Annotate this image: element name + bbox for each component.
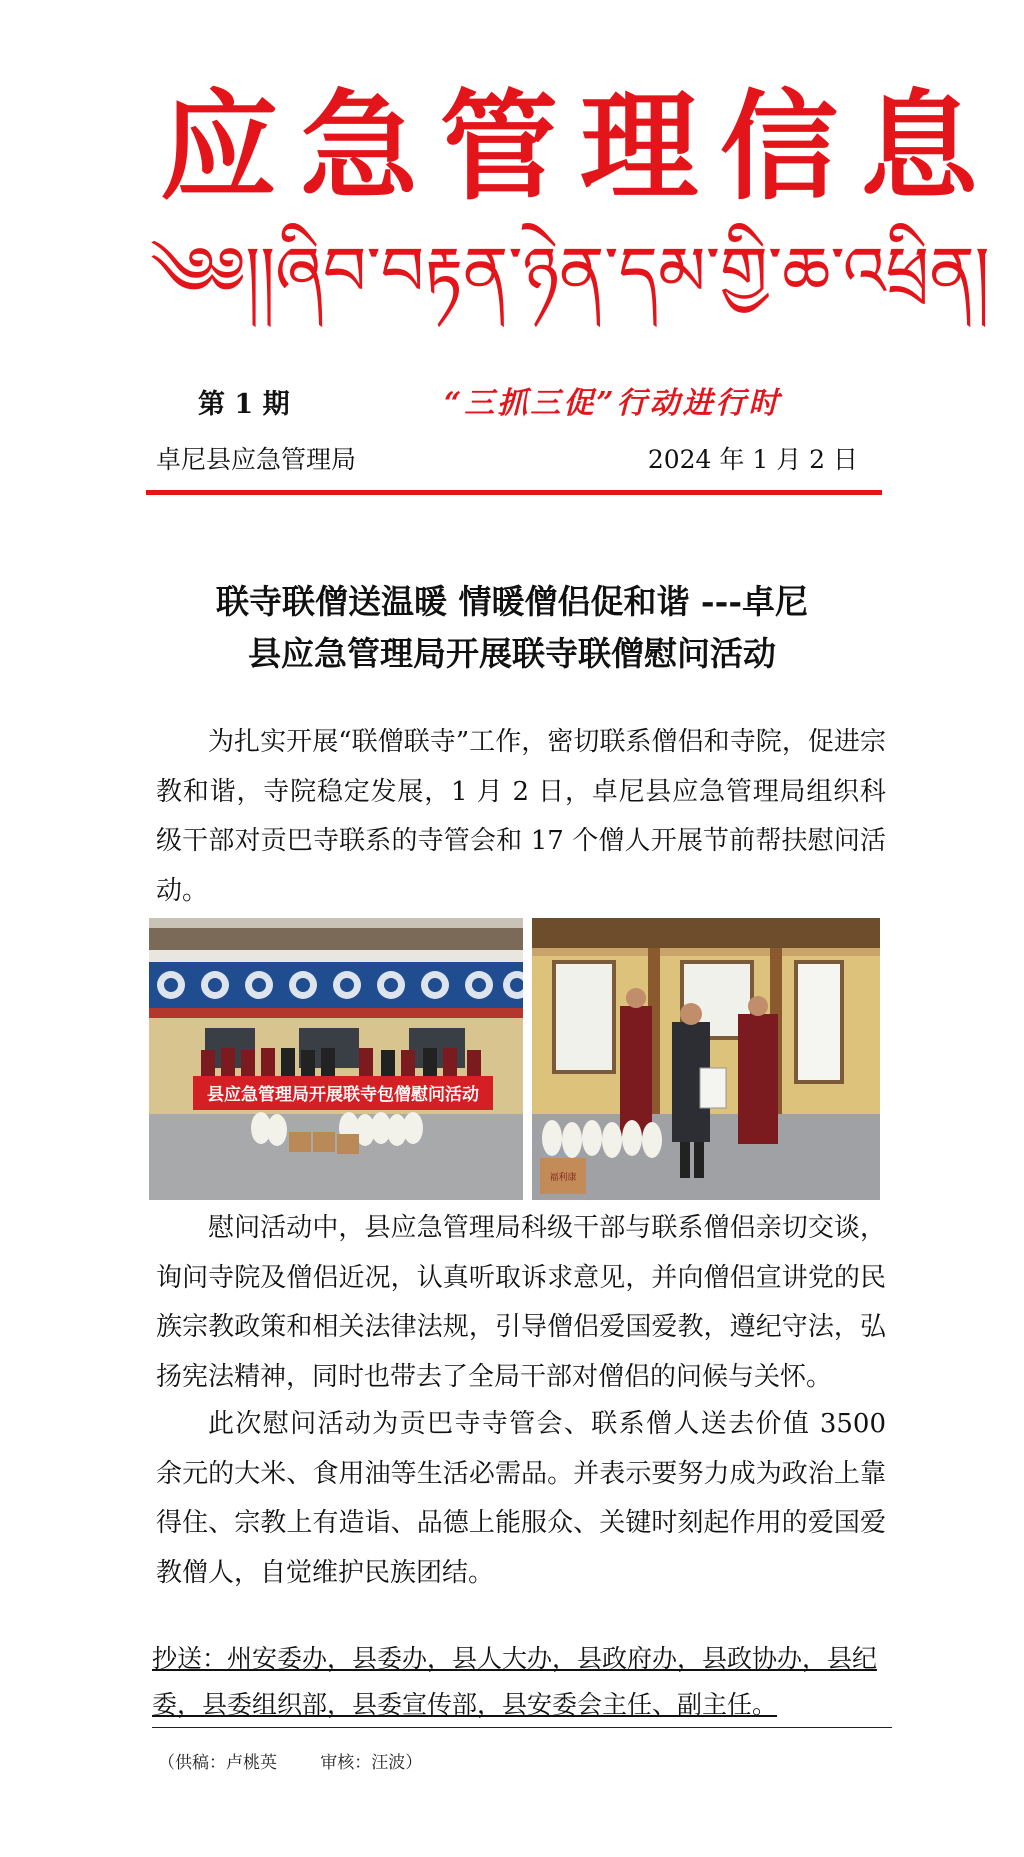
header-divider (146, 490, 882, 495)
credits: （供稿：卢桃英 审核：汪波） (158, 1753, 423, 1773)
issue-date: 2024 年 1 月 2 日 (647, 445, 858, 474)
campaign-slogan: “三抓三促”行动进行时 (444, 386, 782, 421)
article-paragraph-1: 为扎实开展“联僧联寺”工作，密切联系僧侣和寺院，促进宗教和谐，寺院稳定发展，1 月 2 日，卓尼县应急管理局组织科级干部对贡巴寺联系的寺管会和 17 个僧人开展节前帮扶慰问活动。 (156, 727, 886, 906)
distribution-list (152, 1636, 892, 1728)
distribution-text: 抄送：州安委办，县委办，县人大办，县政府办，县政协办，县纪委，县委组织部，县委宣传部，县安委会主任、副主任。 (152, 1644, 878, 1719)
masthead-title: 应急管理信息 (160, 77, 1001, 216)
box-label: 福利康 (549, 1173, 577, 1183)
article-headline (150, 576, 874, 680)
masthead-title-tibetan: ༄༅།།ཞིབ་བརྟན་ཉེན་དམ་གྱི་ཆ་འཕྲིན། (150, 233, 990, 312)
photo-banner-text: 县应急管理局开展联寺包僧慰问活动 (207, 1085, 479, 1105)
photo-group-banner (149, 918, 523, 1200)
article-paragraph-3: 此次慰问活动为贡巴寺寺管会、联系僧人送去价值 3500 余元的大米、食用油等生活必需品。并表示要努力成为政治上靠得住、宗教上有造诣、品德上能服众、关键时刻起作用的爱国爱教僧人，自觉维护民族团结。 (156, 1409, 886, 1588)
issuing-organization: 卓尼县应急管理局 (156, 445, 357, 474)
headline-line-1: 联寺联僧送温暖 情暖僧侣促和谐 ---卓尼 (215, 582, 809, 621)
headline-line-2: 县应急管理局开展联寺联僧慰问活动 (248, 634, 776, 673)
photo-handover (532, 918, 880, 1200)
article-paragraph-2: 慰问活动中，县应急管理局科级干部与联系僧侣亲切交谈，询问寺院及僧侣近况，认真听取诉求意见，并向僧侣宣讲党的民族宗教政策和相关法律法规，引导僧侣爱国爱教，遵纪守法，弘扬宪法精神，同时也带去了全局干部对僧侣的问候与关怀。 (156, 1213, 886, 1392)
issue-number: 第 1 期 (198, 389, 290, 420)
distribution-underline (152, 1727, 892, 1728)
